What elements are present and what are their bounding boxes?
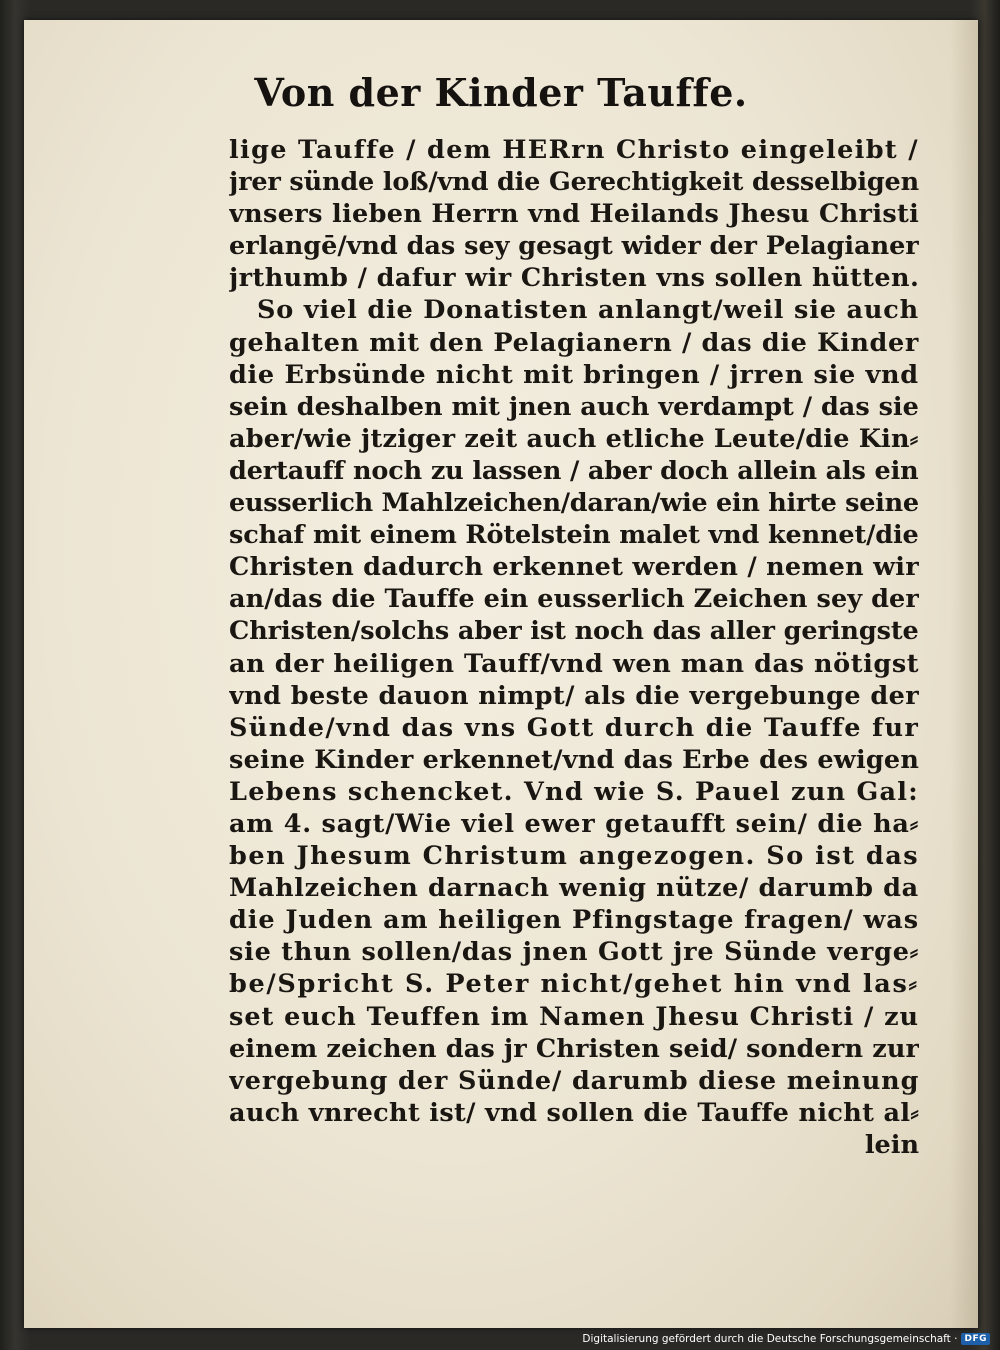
- text-line: set euch Teuffen im Namen Jhesu Christi / zu: [229, 1001, 919, 1032]
- text-line: am 4. sagt/Wie viel ewer getaufft sein/ die ha⸗: [229, 808, 919, 839]
- digitization-credit: [582, 1331, 990, 1347]
- text-line: vergebung der Sünde/ darumb diese meinung: [229, 1065, 919, 1096]
- text-line: Sünde/vnd das vns Gott durch die Tauffe fur: [229, 712, 919, 743]
- text-line: jrthumb / dafur wir Christen vns sollen hütten.: [229, 263, 919, 294]
- text-line: an der heiligen Tauff/vnd wen man das nötigst: [229, 648, 919, 679]
- text-line: seine Kinder erkennet/vnd das Erbe des ewigen: [229, 744, 919, 775]
- text-line: Lebens schencket. Vnd wie S. Pauel zun Gal:: [229, 776, 919, 807]
- text-line: sie thun sollen/das jnen Gott jre Sünde verge⸗: [229, 937, 919, 968]
- text-line: Christen/solchs aber ist noch das aller geringste: [229, 616, 919, 647]
- text-line: gehalten mit den Pelagianern / das die Kinder: [229, 327, 919, 358]
- text-line: eusserlich Mahlzeichen/daran/wie ein hirte seine: [229, 488, 919, 519]
- running-title: Von der Kinder Tauffe.: [254, 70, 748, 115]
- text-line: Mahlzeichen darnach wenig nütze/ darumb da: [229, 873, 919, 904]
- text-line: die Juden am heiligen Pfingstage fragen/ was: [229, 905, 919, 936]
- book-page: [24, 20, 978, 1328]
- text-line: jrer sünde loß/vnd die Gerechtigkeit desselbigen: [229, 167, 919, 198]
- text-line: auch vnrecht ist/ vnd sollen die Tauffe nicht al⸗: [229, 1097, 919, 1128]
- text-line: dertauff noch zu lassen / aber doch allein als ein: [229, 455, 919, 486]
- credit-text: Digitalisierung gefördert durch die Deutsche Forschungsgemeinschaft ·: [582, 1333, 958, 1345]
- text-line: ben Jhesum Christum angezogen. So ist das: [229, 841, 919, 872]
- text-line: lige Tauffe / dem HERrn Christo eingeleibt /: [229, 135, 919, 165]
- text-line: vnd beste dauon nimpt/ als die vergebunge der: [229, 680, 919, 711]
- text-line: sein deshalben mit jnen auch verdampt / das sie: [229, 391, 919, 422]
- page-edge-shadow: [950, 20, 978, 1328]
- text-line: erlangē/vnd das sey gesagt wider der Pelagianer: [229, 231, 919, 262]
- dfg-logo-icon: DFG: [961, 1333, 990, 1345]
- text-line: die Erbsünde nicht mit bringen / jrren sie vnd: [229, 359, 919, 390]
- text-line: Christen dadurch erkennet werden / nemen wir: [229, 552, 919, 583]
- text-line: be/Spricht S. Peter nicht/gehet hin vnd las⸗: [229, 969, 919, 1000]
- text-line: an/das die Tauffe ein eusserlich Zeichen sey der: [229, 584, 919, 615]
- text-block: [229, 134, 919, 1161]
- text-line: vnsers lieben Herrn vnd Heilands Jhesu Christi: [229, 199, 919, 230]
- catchword: lein: [864, 1129, 919, 1160]
- text-line: schaf mit einem Rötelstein malet vnd kennet/die: [229, 520, 919, 551]
- text-line: So viel die Donatisten anlangt/weil sie auch: [257, 295, 919, 326]
- text-line: aber/wie jtziger zeit auch etliche Leute/die Kin⸗: [229, 423, 919, 454]
- text-line: einem zeichen das jr Christen seid/ sondern zur: [229, 1033, 919, 1064]
